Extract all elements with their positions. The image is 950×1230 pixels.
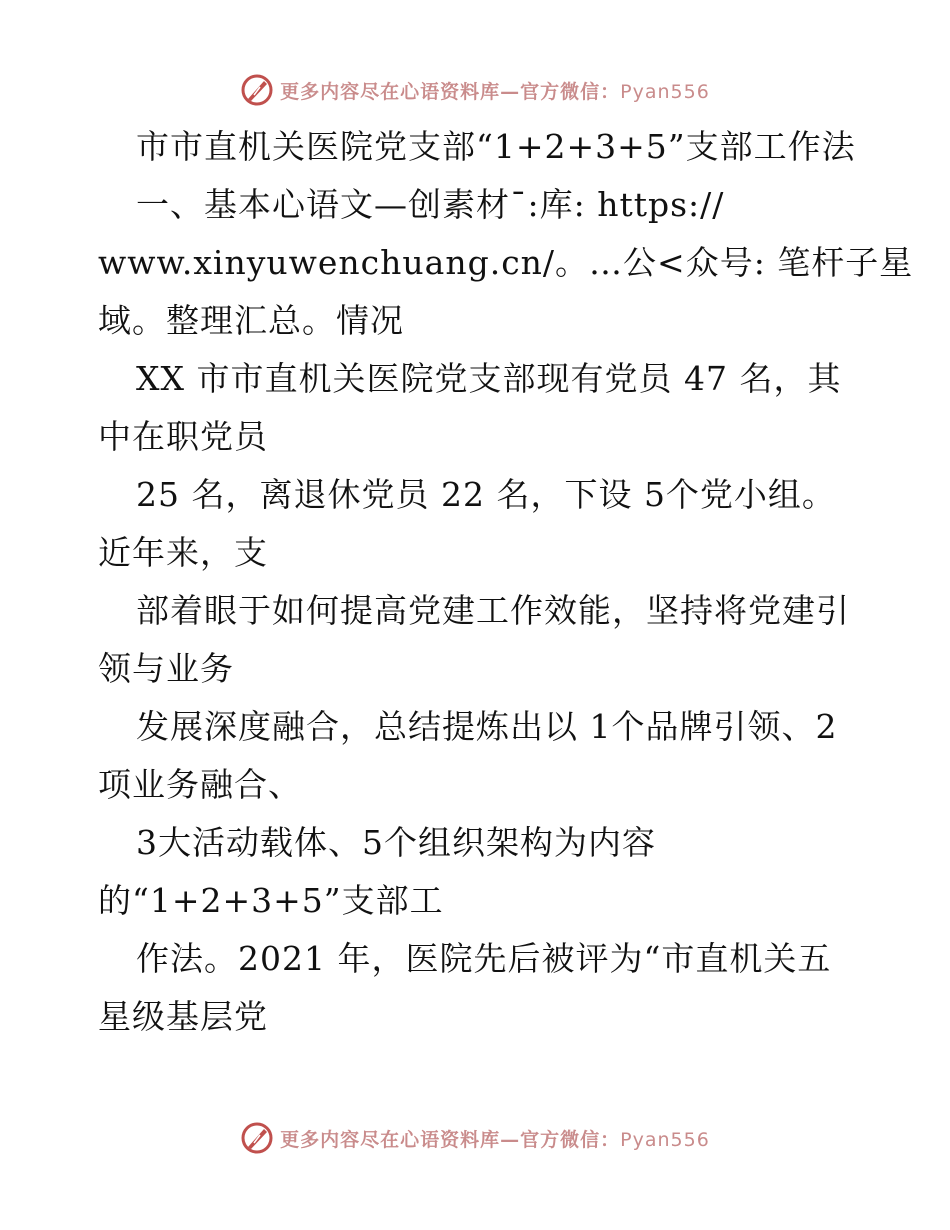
header-wechat-id: Pyan556 [620,80,710,103]
text-line: 星级基层党 [98,997,268,1036]
quill-logo-icon [240,1121,274,1155]
footer-banner-label: 更多内容尽在心语资料库—官方微信： [280,1128,621,1151]
footer-wechat-id: Pyan556 [620,1128,710,1151]
text-line: 部着眼于如何提高党建工作效能，坚持将党建引 [136,591,850,630]
text-line: 近年来，支 [98,533,268,572]
footer-banner-text [280,1125,710,1152]
quill-logo-icon [240,73,274,107]
text-line: 领与业务 [98,649,234,688]
document-body [98,118,914,1046]
text-line: 域。整理汇总。情况 [98,301,404,340]
text-line: XX 市市直机关医院党支部现有党员 47 名，其 [136,359,842,398]
text-line: 一、基本心语文—创素材¯:库: https:// [136,185,725,224]
document-title: 市市直机关医院党支部“1+2+3+5”支部工作法 [136,127,856,166]
text-line: 中在职党员 [98,417,268,456]
header-banner-label: 更多内容尽在心语资料库—官方微信： [280,80,621,103]
text-line: 3大活动载体、5个组织架构为内容 [136,823,656,862]
header-watermark-banner [0,70,950,110]
text-line: 项业务融合、 [98,765,302,804]
footer-watermark-banner [0,1118,950,1158]
text-line: 的“1+2+3+5”支部工 [98,881,444,920]
text-line: 25 名，离退休党员 22 名，下设 5个党小组。 [136,475,836,514]
header-banner-text [280,77,710,104]
text-line: 作法。2021 年，医院先后被评为“市直机关五 [136,939,832,978]
text-line: 发展深度融合，总结提炼出以 1个品牌引领、2 [136,707,838,746]
text-line: www.xinyuwenchuang.cn/。…公<众号: 笔杆子星 [98,243,914,282]
